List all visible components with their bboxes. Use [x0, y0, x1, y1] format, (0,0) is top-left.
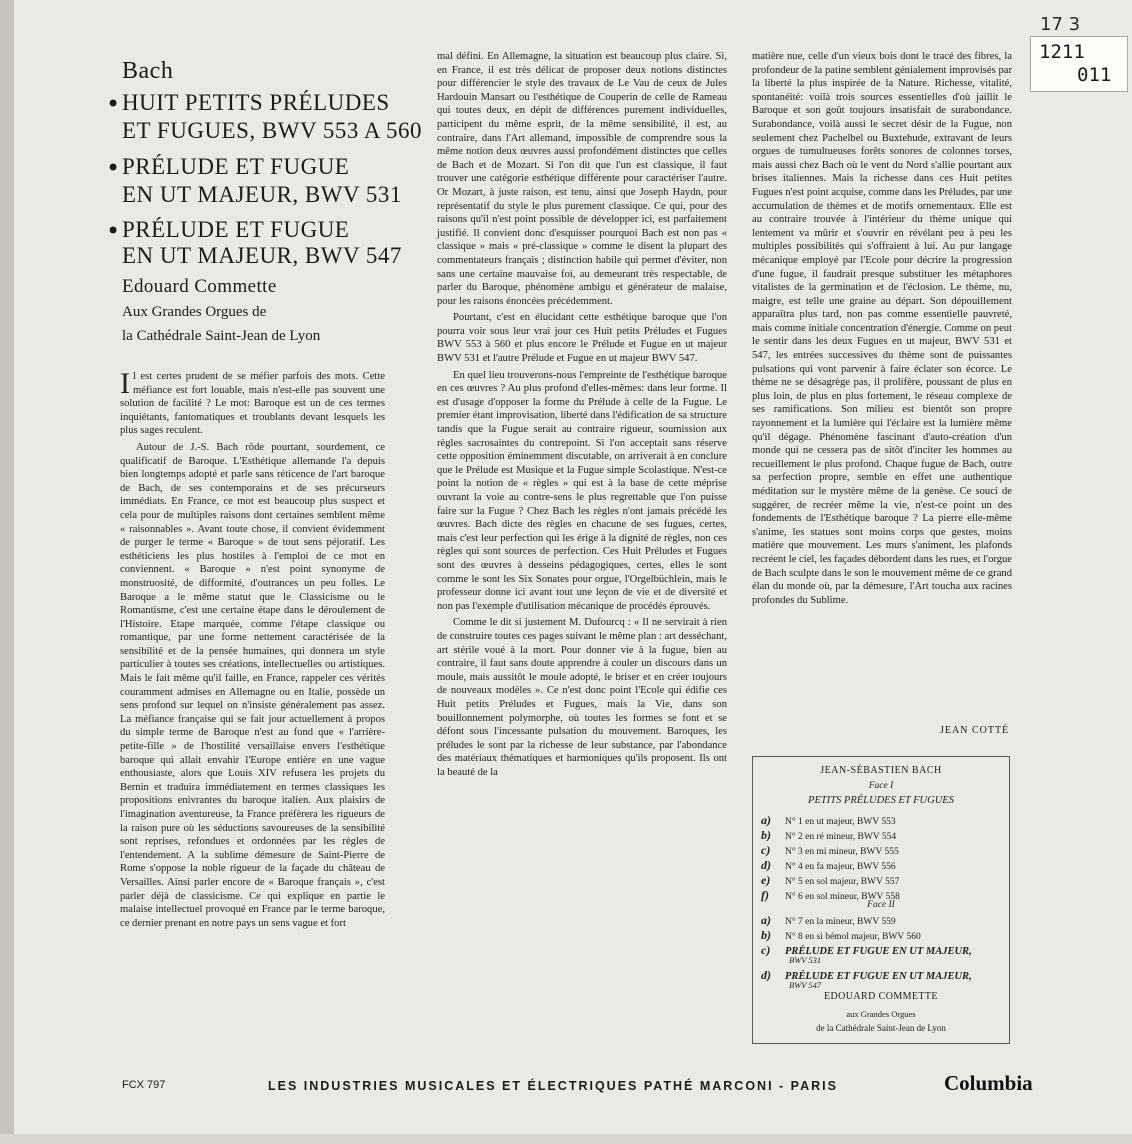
- work-3-line-2: EN UT MAJEUR, BWV 547: [122, 243, 402, 268]
- track-letter: a): [761, 913, 771, 927]
- catalog-sticker: [1030, 36, 1128, 92]
- work-2-line-1: PRÉLUDE ET FUGUE: [122, 154, 350, 179]
- track-row: [761, 813, 896, 828]
- track-title: N° 5 en sol majeur, BWV 557: [785, 877, 900, 887]
- track-row: [761, 873, 899, 888]
- track-subtitle: BWV 547: [789, 980, 822, 990]
- tracklist-heading: JEAN-SÉBASTIEN BACH: [820, 765, 942, 776]
- notes-column-1: [120, 367, 385, 1060]
- bullet-3: •: [106, 217, 121, 245]
- author-signature: JEAN COTTÉ: [940, 725, 1010, 736]
- track-row: [761, 858, 896, 873]
- work-2-line-2: EN UT MAJEUR, BWV 531: [122, 182, 402, 207]
- track-letter: e): [761, 873, 771, 887]
- label-credit: LES INDUSTRIES MUSICALES ET ÉLECTRIQUES PATHÉ MARCONI - PARIS: [268, 1079, 838, 1093]
- track-title: N° 3 en mi mineur, BWV 555: [785, 847, 899, 857]
- track-title: PRÉLUDE ET FUGUE EN UT MAJEUR,: [785, 946, 972, 957]
- track-letter: c): [761, 943, 771, 957]
- track-letter: b): [761, 928, 771, 942]
- venue-line-2: la Cathédrale Saint-Jean de Lyon: [122, 328, 321, 344]
- track-title: PRÉLUDE ET FUGUE EN UT MAJEUR,: [785, 971, 972, 982]
- sticker-line-2: 011: [1077, 64, 1112, 86]
- performer-name: Edouard Commette: [122, 276, 277, 297]
- handwritten-note: 17 3: [1040, 14, 1081, 35]
- work-1-line-2: ET FUGUES, BWV 553 A 560: [122, 118, 422, 143]
- tracklist-box: [752, 756, 1010, 1044]
- track-row: [761, 843, 899, 858]
- venue-line-1: Aux Grandes Orgues de: [122, 304, 267, 320]
- track-letter: d): [761, 968, 771, 982]
- bullet-2: •: [106, 154, 121, 182]
- notes-paragraph: Comme le dit si justement M. Dufourcq : « Il ne servirait à rien de construire toutes ces pages suivant le même plan : art desséchant, art stérile voué à la mort. Pour donner vie à la fugue, bien au contraire, il faut sans doute apprendre à couler un discours dans un moule, mais aussitôt le moule adopté, le briser et en créer toujours de nouveaux modèles ». Ce n'est donc point l'Ecole qui édifie ces Huit petits Préludes et Fugues, mais la Vie, dans son bouillonnement polymorphe, où toutes les formes se font et se défont sous l'incessante pulsation du mouvement. Baroques, les préludes le sont par la richesse de leur substance, par l'abondance des matériaux thématiques et harmoniques qu'ils proposent. Ils ont la beauté de la: [437, 617, 727, 778]
- track-row: [761, 913, 896, 928]
- notes-paragraph: matière nue, celle d'un vieux bois dont le tracé des fibres, la profondeur de la patine semblent génialement improvisés par la liberté la plus inspirée de la Nature. Richesse, vitalité, spontanéité: voilà trois sources essentielles d'où jaillit le Baroque et son goût toujours insatisfait de surabondance. Surabondance, voilà aussi le secret désir de la Fugue, non seulement chez Pachelbel ou Buxtehude, extravant de leurs orgues de tumultueuses forêts sonores de colonnes torses, mais aussi chez Bach où le vent du Nord s'allie pourtant aux brises italiennes. Mais la richesse dans ces Huit petites Fugues n'est point acquise, comme dans les Préludes, par une accumulation de thèmes et de motifs ornementaux. Elle est au contraire trouvée à l'intérieur du thème unique qui lentement va mûrir et s'ouvrir en révélant peu à peu les multiples possibilités qui s'offraient à lui. Au pur langage mécanique employé par l'Ecole pour décrire la progression d'une fugue, il faudrait presque substituer les métaphores vitalistes de la germination et de l'éclosion. Le thème, nu, maigre, est telle une graine au départ. Son dépouillement apparaîtra plus tard, non pas comme essentielle pauvreté, mais comme initiale concentration d'énergie. Comme on peut le sentir dans les deux Fugues en ut majeur, BWV 531 et 547, les entrées successives du thème sont de puissantes pulsations qui vont parvenir à faire éclater son écorce. Le thème ne se désagrège pas, il prolifère, poussant de plus en plus loin, de plus en plus fortement, le réseau complexe de ses ramifications. Son milieu est bientôt son propre rayonnement et la lumière qui l'éclaire est la lumière même qu'il dégage. Phénomène fascinant d'auto-création d'un monde qui ne cessera pas de sitôt d'inciter les hommes au recueillement le plus profond. Chaque fugue de Bach, outre sa perfection propre, semble en effet une authentique méditation sur le mystère même de la genèse. Ce souci de suggérer, de recréer même la vie, n'est-ce point un des fondements de l'Esthétique baroque ? La pierre elle-même s'anime, les statues sont moins corps que gestes, moins matière que mouvement. Les murs s'animent, les plafonds recréent le ciel, les façades débordent dans les rues, et l'orgue de Bach sculpte dans le son le mouvement même de ce grand élan du monde où, par la démesure, l'Art toucha aux racines profondes du Sublime.: [752, 51, 1013, 606]
- bottom-edge: [0, 1134, 1132, 1144]
- sticker-line-1: 1211: [1039, 41, 1085, 63]
- face-1-label: Face I: [868, 781, 894, 791]
- tracklist-venue-2: de la Cathédrale Saint-Jean de Lyon: [816, 1023, 946, 1033]
- track-row: [761, 928, 921, 943]
- notes-column-2: [437, 50, 727, 1060]
- track-title: N° 6 en sol mineur, BWV 558: [785, 892, 900, 902]
- track-subtitle: BWV 531: [789, 955, 822, 965]
- track-title: N° 8 en si bémol majeur, BWV 560: [785, 932, 921, 942]
- face-2-label: Face II: [867, 900, 895, 910]
- track-title: N° 1 en ut majeur, BWV 553: [785, 817, 896, 827]
- track-letter: b): [761, 828, 771, 842]
- notes-paragraph: Il est certes prudent de se méfier parfois des mots. Cette méfiance est fort louable, mais n'est-elle pas souvent une solution de facilité ? Le mot: Baroque est un de ces termes inquiétants, fantomatiques et troublants devant lesquels les plus sages reculent.: [120, 367, 385, 437]
- notes-paragraph: mal défini. En Allemagne, la situation est beaucoup plus claire. Si, en France, il est très délicat de proposer deux notions distinctes pour différencier le style des travaux de Le Vau de ceux de Jules Hardouin Mansart ou l'esthétique de Couperin de celle de Rameau qui toutes deux, en dépit de différences purement individuelles, participent du même esprit, de la même sensibilité, il est, au contraire, dans l'Art allemand, impossible de comprendre sous la même notion deux œuvres aussi profondément distinctes que celles de Bach et de Mozart. Si l'on dit que l'un est classique, il faut trouver une catégorie esthétique différente pour caractériser l'autre. Or Mozart, à juste raison, est tenu, ainsi que Joseph Haydn, pour représentatif du style le plus purement classique. Ce qui, pour des raisons qu'il n'est point possible de développer ici, est parfaitement justifié. Il convient donc d'esquisser pourquoi Bach est non pas « classique » mais « pré-classique » comme le disent la plupart des commentateurs français ; distinction habile qui permet d'éviter, non sans une certaine mauvaise foi, au demeurant très respectable, de parler du Baroque, phénomène ambigu et générateur de malaise, pour les raisons énoncées précédemment.: [437, 51, 727, 307]
- face-1-title: PETITS PRÉLUDES ET FUGUES: [808, 795, 954, 806]
- track-letter: a): [761, 813, 771, 827]
- left-edge: [0, 0, 14, 1144]
- track-letter: d): [761, 858, 771, 872]
- notes-paragraph: En quel lieu trouverons-nous l'empreinte de l'esthétique baroque en ces œuvres ? Au plus profond d'elles-mêmes: dans leur forme. Il est d'usage d'opposer la forme du Prélude à celle de la Fugue. Le premier étant improvisation, liberté dans l'édification de sa structure tandis que la Fugue serait au contraire rigueur, soumission aux règles sacrosaintes du contrepoint. Si l'on acceptait sans réserve cette opposition éminemment discutable, on arriverait à en conclure que le Prélude est Musique et la Fugue simple Scolastique. N'est-ce point la notion de « règles » qui est à la base de cette méprise ouvrant la voie au contre-sens le plus regrettable que l'on puisse faire sur la Fugue ? Chez Bach les règles n'ont jamais précédé les œuvres. Bach dicte des règles en chacune de ses fugues, certes, mais c'est leur perfection qui les érige à la dignité de règles, non ces règles qui sont sources de perfection. Ces Huit Préludes et Fugues sont des œuvres à desseins pédagogiques, certes, elles le sont comme le sont les Six Sonates pour orgue, l'Orgelbüchlein, mais le professeur donne ici avant tout une leçon de vie et de diversité et non pas l'exemple d'utilisation mécanique de procédés éprouvés.: [437, 369, 727, 612]
- track-row: [761, 828, 896, 843]
- bullet-1: •: [106, 90, 121, 118]
- track-title: N° 7 en la mineur, BWV 559: [785, 917, 896, 927]
- track-letter: c): [761, 843, 771, 857]
- drop-cap: I: [120, 367, 130, 400]
- notes-paragraph: Autour de J.-S. Bach rôde pourtant, sourdement, ce qualificatif de Baroque. L'Esthétique allemande l'a depuis bien longtemps adopté et parle sans réticence de l'art baroque de Bach, de ses contemporains et de ses précurseurs immédiats. En France, ce mot est beaucoup plus suspect et cela pour de multiples raisons dont certaines semblent même « raisonnables ». Avant toute chose, il convient évidemment de purger le terme « Baroque » de tout sens péjoratif. Les esthéticiens les plus hostiles à l'emploi de ce mot en conviennent. « Baroque » n'est point synonyme de monstruosité, de difformité, d'outrances un peu folles. Le Baroque a le même statut que le Classicisme ou le Romantisme, c'est une certaine étape dans le déroulement de l'Histoire. Etape marquée, comme l'étape classique ou romantique, par une forme nettement caractérisée de la sensibilité et de la pensée humaines, qui donnera un style particulier à toutes ses créations, intellectuelles ou artistiques. Mais le fait même qu'il faille, en France, rappeler ces vérités couramment admises en Allemagne ou en Italie, possède un sens profond sur lequel on n'insiste généralement pas assez. La méfiance française qui se fait jour actuellement à propos du simple terme de Baroque n'est au fond que « l'arrière-petite-fille » de l'hostilité versaillaise envers l'esthétique baroque qui allait envahir l'Europe entière en une vague enthousiaste, alors que Louis XIV refusera les projets du Bernin et traduira immédiatement en termes classiques les propositions enivrantes du baroque italien. Aux plaisirs de l'imagination aventureuse, la France préfèrera les rigueurs de la raison pure où les séductions savoureuses de la sensibilité sont reprises, refondues et ordonnées par les règles de l'entendement. A la sublime démesure de Saint-Pierre de Rome s'oppose la noble rigueur de la façade du château de Versailles. Ainsi parler encore de « Baroque français », c'est parler déjà de classicisme. Ce qui explique en partie le malaise intellectuel provoqué en France par le terme baroque, ce dernier prenant en notre pays un sens vague et fort: [120, 441, 385, 929]
- work-3-line-1: PRÉLUDE ET FUGUE: [122, 217, 350, 242]
- catalog-number: FCX 797: [122, 1079, 166, 1091]
- track-title: N° 4 en fa majeur, BWV 556: [785, 862, 896, 872]
- composer-name: Bach: [122, 58, 174, 84]
- tracklist-performer: EDOUARD COMMETTE: [824, 991, 938, 1002]
- tracklist-venue-1: aux Grandes Orgues: [846, 1009, 916, 1019]
- track-letter: f): [761, 888, 769, 902]
- work-1-line-1: HUIT PETITS PRÉLUDES: [122, 90, 390, 115]
- columbia-logo: Columbia: [944, 1071, 1033, 1095]
- track-title: N° 2 en ré mineur, BWV 554: [785, 832, 897, 842]
- notes-paragraph: Pourtant, c'est en élucidant cette esthétique baroque que l'on pourra voir sous leur vrai jour ces Huit petits Préludes et Fugues BWV 553 à 560 et plus encore le Prélude et Fugue en ut majeur BWV 531 et l'autre Prélude et Fugue en ut majeur BWV 547.: [437, 312, 727, 365]
- notes-column-3: [752, 50, 1012, 720]
